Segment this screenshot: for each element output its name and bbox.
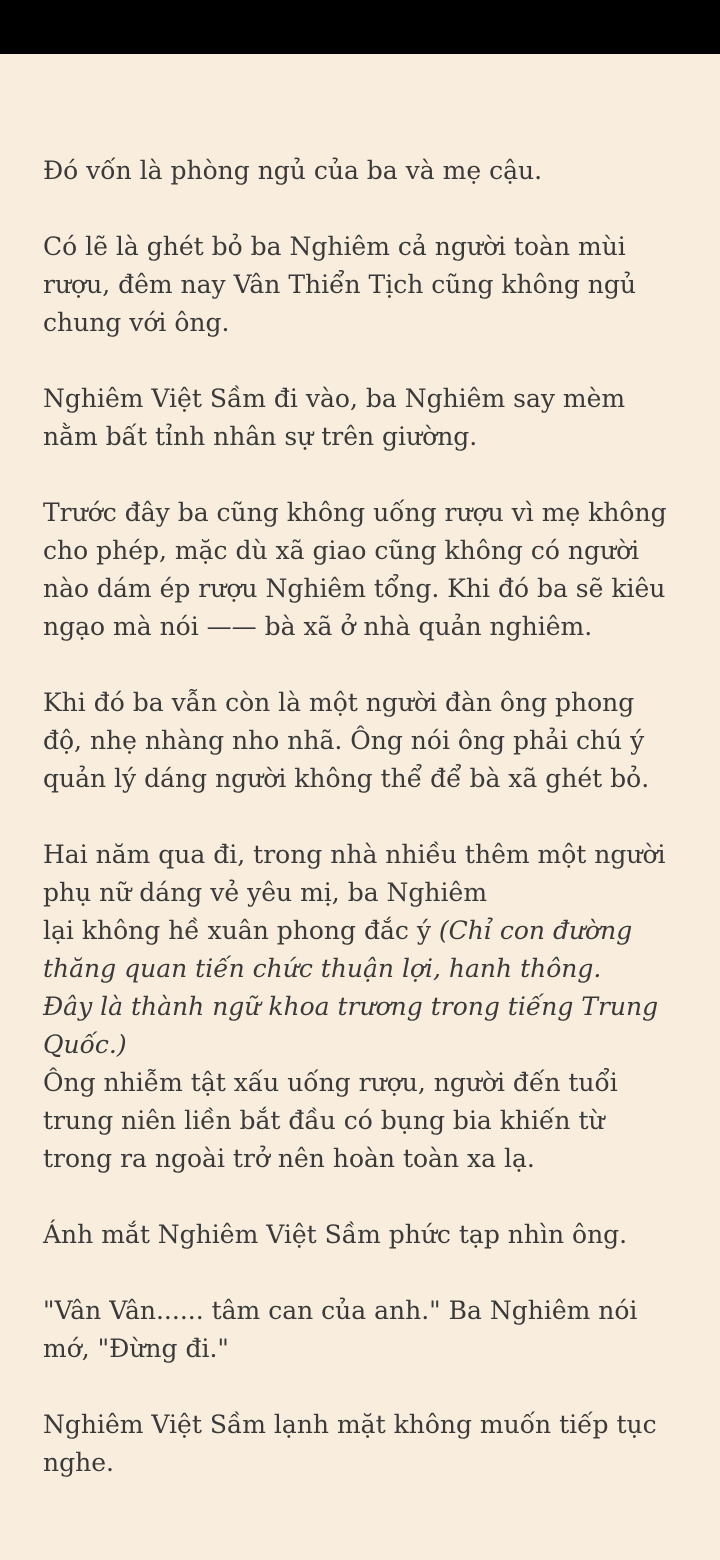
translator-note: (Chỉ con đường thăng quan tiến chức thuận lợi, hanh thông. [43, 916, 633, 983]
translator-note: Đây là thành ngữ khoa trương trong tiếng Trung Quốc.) [43, 992, 659, 1059]
paragraph-with-note [43, 836, 677, 1178]
paragraph: Ánh mắt Nghiêm Việt Sầm phức tạp nhìn ông. [43, 1220, 628, 1249]
reader-page [0, 54, 720, 1560]
paragraph-line: Ông nhiễm tật xấu uống rượu, người đến tuổi trung niên liền bắt đầu có bụng bia khiến từ trong ra ngoài trở nên hoàn toàn xa lạ. [43, 1068, 618, 1173]
paragraph: Khi đó ba vẫn còn là một người đàn ông phong độ, nhẹ nhàng nho nhã. Ông nói ông phải chú ý quản lý dáng người không thể để bà xã ghét bỏ. [43, 688, 650, 793]
paragraph-line: Hai năm qua đi, trong nhà nhiều thêm một người phụ nữ dáng vẻ yêu mị, ba Nghiêm [43, 840, 666, 907]
status-bar [0, 0, 720, 54]
paragraph: Trước đây ba cũng không uống rượu vì mẹ không cho phép, mặc dù xã giao cũng không có người nào dám ép rượu Nghiêm tổng. Khi đó ba sẽ kiêu ngạo mà nói —— bà xã ở nhà quản nghiêm. [43, 498, 667, 641]
paragraph: Nghiêm Việt Sầm lạnh mặt không muốn tiếp tục nghe. [43, 1410, 657, 1477]
paragraph: Nghiêm Việt Sầm đi vào, ba Nghiêm say mèm nằm bất tỉnh nhân sự trên giường. [43, 384, 626, 451]
chapter-text [43, 152, 677, 1482]
paragraph: Đó vốn là phòng ngủ của ba và mẹ cậu. [43, 156, 543, 185]
paragraph-text: lại không hề xuân phong đắc ý [43, 916, 439, 945]
paragraph-line [43, 912, 677, 988]
paragraph: Có lẽ là ghét bỏ ba Nghiêm cả người toàn mùi rượu, đêm nay Vân Thiển Tịch cũng không ngủ chung với ông. [43, 232, 636, 337]
paragraph: "Vân Vân...... tâm can của anh." Ba Nghiêm nói mớ, "Đừng đi." [43, 1296, 638, 1363]
